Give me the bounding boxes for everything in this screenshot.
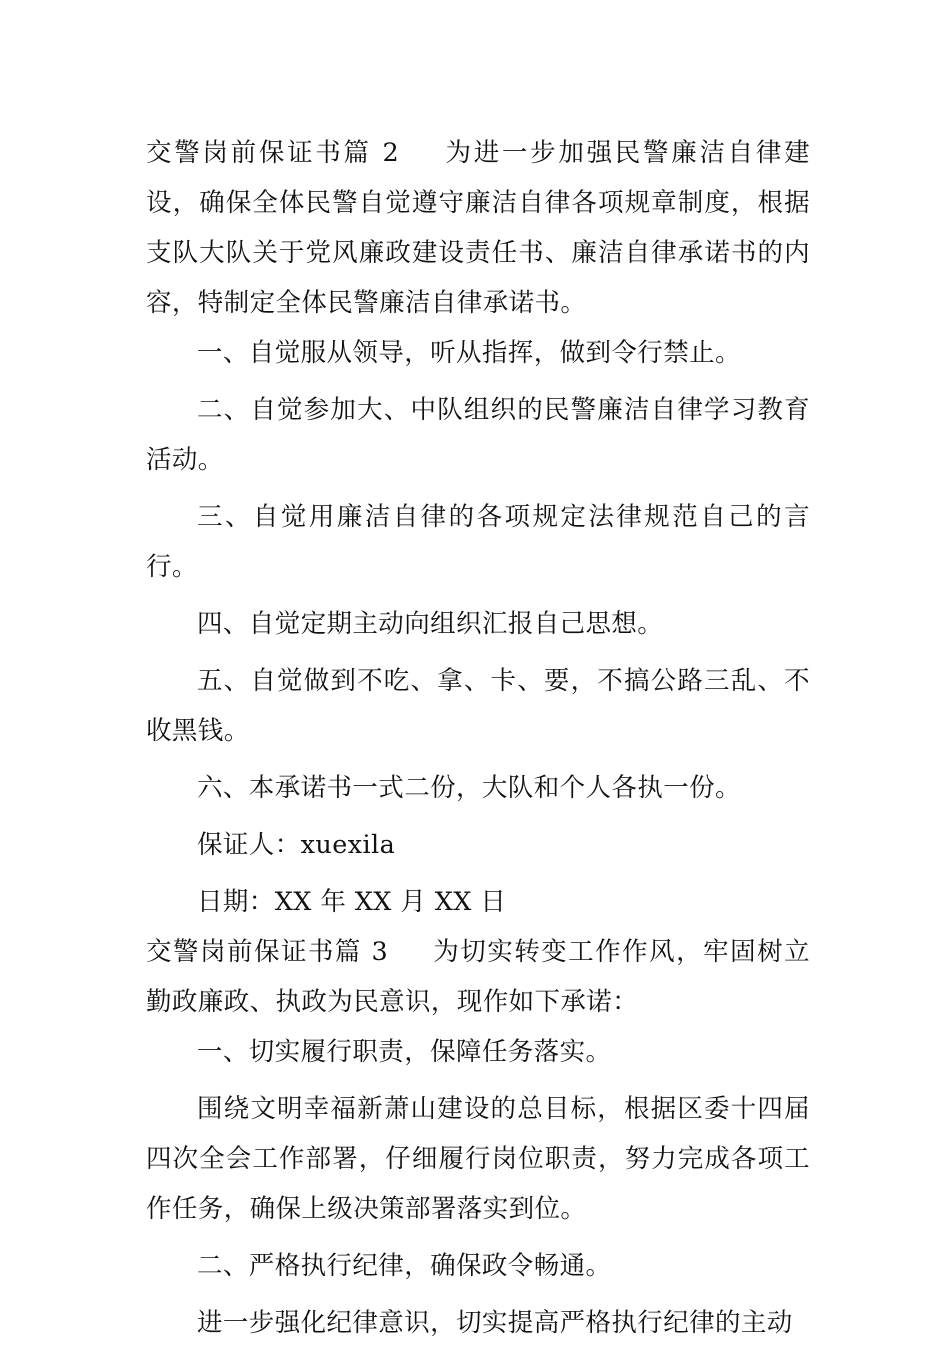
section-2-item-1: 一、自觉服从领导，听从指挥，做到令行禁止。 bbox=[197, 338, 741, 368]
section-2-item-4: 四、自觉定期主动向组织汇报自己思想。 bbox=[197, 609, 664, 639]
section-3-paragraph-3: 二、严格执行纪律，确保政令畅通。 bbox=[197, 1251, 612, 1281]
section-2-intro: 为进一步加强民警廉洁自律建设，确保全体民警自觉遵守廉洁自律各项规章制度，根据支队大队关于党风廉政建设责任书、廉洁自律承诺书的内容，特制定全体民警廉洁自律承诺书。 bbox=[146, 138, 810, 318]
guarantor-line: 保证人：xuexila bbox=[197, 830, 396, 860]
section-3-title: 交警岗前保证书篇 3 bbox=[146, 937, 389, 967]
section-2-heading bbox=[146, 128, 810, 328]
section-2-item-5: 五、自觉做到不吃、拿、卡、要，不搞公路三乱、不收黑钱。 bbox=[146, 666, 810, 746]
section-2-item-6: 六、本承诺书一式二份，大队和个人各执一份。 bbox=[197, 773, 741, 803]
section-2-item-3: 三、自觉用廉洁自律的各项规定法律规范自己的言行。 bbox=[146, 502, 810, 582]
section-3-heading bbox=[146, 927, 810, 1027]
section-3-paragraph-4: 进一步强化纪律意识，切实提高严格执行纪律的主动 bbox=[197, 1308, 793, 1338]
section-3-paragraph-2: 围绕文明幸福新萧山建设的总目标，根据区委十四届四次全会工作部署，仔细履行岗位职责，努力完成各项工作任务，确保上级决策部署落实到位。 bbox=[146, 1094, 810, 1224]
date-line: 日期：XX 年 XX 月 XX 日 bbox=[197, 887, 507, 917]
section-2-title: 交警岗前保证书篇 2 bbox=[146, 138, 400, 168]
section-2-item-2: 二、自觉参加大、中队组织的民警廉洁自律学习教育活动。 bbox=[146, 395, 810, 475]
section-3-intro: 为切实转变工作作风，牢固树立勤政廉政、执政为民意识，现作如下承诺： bbox=[146, 937, 810, 1017]
section-3-paragraph-1: 一、切实履行职责，保障任务落实。 bbox=[197, 1037, 612, 1067]
document-page bbox=[146, 128, 810, 1355]
